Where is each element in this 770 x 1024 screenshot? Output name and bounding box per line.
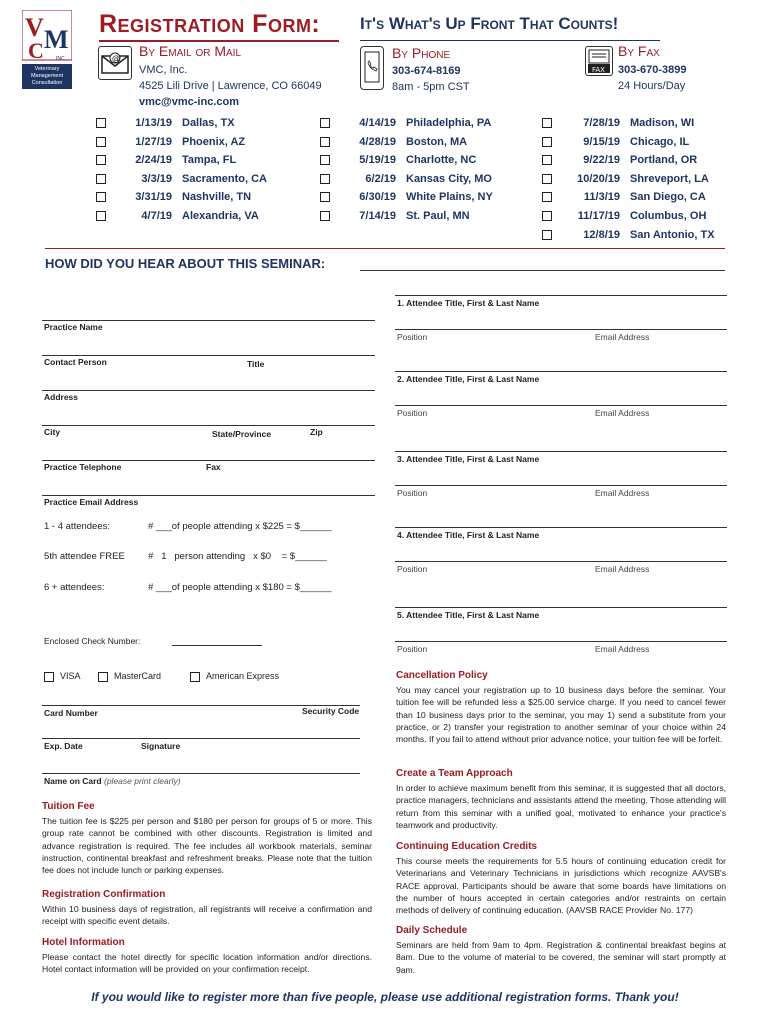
visa-option[interactable] [44, 671, 81, 682]
attendee-name-label: 5. Attendee Title, First & Last Name [397, 610, 540, 620]
section-divider [45, 248, 725, 249]
seminar-option[interactable] [320, 173, 492, 192]
attendee-name-input[interactable] [395, 607, 727, 608]
logo-inc: INC. [56, 56, 66, 62]
amex-option[interactable] [190, 671, 279, 682]
attendee-position-input[interactable] [395, 329, 727, 330]
seminar-city: Dallas, TX [182, 117, 235, 129]
ce-heading: Continuing Education Credits [396, 841, 538, 852]
logo-tagline-2: Management [30, 73, 64, 79]
logo-tagline-1: Veterinary [34, 66, 60, 72]
mastercard-option[interactable] [98, 671, 161, 682]
attendee-email-label: Email Address [595, 408, 650, 418]
seminar-checkbox[interactable] [320, 192, 330, 202]
mail-address: 4525 Lili Drive | Lawrence, CO 66049 [139, 80, 322, 92]
attendee-email-label: Email Address [595, 564, 650, 574]
attendee-position-input[interactable] [395, 405, 727, 406]
seminar-date: 6/30/19 [359, 191, 396, 204]
exp-signature-input[interactable] [42, 738, 360, 739]
form-title: Registration Form: [99, 10, 321, 38]
city-label: City [44, 427, 61, 437]
attendee-position-input[interactable] [395, 485, 727, 486]
seminar-option[interactable] [542, 210, 706, 229]
address-input[interactable] [42, 390, 375, 391]
seminar-checkbox[interactable] [96, 174, 106, 184]
phone-number: 303-674-8169 [392, 65, 461, 77]
attendee-name-input[interactable] [395, 527, 727, 528]
hotel-heading: Hotel Information [42, 937, 125, 948]
fee-row-2-calc[interactable]: # 1 person attending x $0 = $______ [148, 551, 327, 562]
fax-icon [585, 46, 613, 76]
title-label: Title [247, 359, 265, 369]
attendee-name-input[interactable] [395, 371, 727, 372]
how-heard-label: HOW DID YOU HEAR ABOUT THIS SEMINAR: [45, 256, 326, 271]
seminar-checkbox[interactable] [320, 211, 330, 221]
seminar-checkbox[interactable] [542, 230, 552, 240]
seminar-city: Madison, WI [630, 117, 695, 129]
zip-label: Zip [310, 427, 323, 437]
attendee-name-input[interactable] [395, 295, 727, 296]
seminar-checkbox[interactable] [96, 155, 106, 165]
svg-text:C: C [28, 38, 44, 63]
city-state-zip-input[interactable] [42, 425, 375, 426]
title-underline [99, 40, 339, 42]
seminar-option[interactable] [542, 136, 689, 155]
ce-body: This course meets the requirements for 5.5 hours of continuing education credit for Veterinarians and Veterinary Technicians in jurisdictions which recognize AAVSB's RACE approval. Participants should be aware that some boards have limitations on the number of hours accepted in certain categories and/or restraints on certain methods of delivery of continuing education. (AAVSB RACE Provider No. 177) [396, 856, 726, 916]
seminar-city: Shreveport, LA [630, 172, 709, 185]
phone-hours: 8am - 5pm CST [392, 81, 470, 93]
attendee-name-label: 4. Attendee Title, First & Last Name [397, 530, 540, 540]
seminar-date: 12/8/19 [583, 228, 620, 241]
seminar-option[interactable] [96, 136, 245, 155]
fax-number: 303-670-3899 [618, 64, 687, 76]
seminar-city: Charlotte, NC [406, 154, 477, 167]
tagline-underline [360, 40, 660, 41]
seminar-city: Tampa, FL [182, 154, 237, 167]
contact-person-input[interactable] [42, 355, 375, 356]
footer-note: If you would like to register more than five people, please use additional registration forms. Thank you! [91, 990, 679, 1004]
seminar-option[interactable] [542, 191, 706, 210]
cancellation-heading: Cancellation Policy [396, 670, 488, 681]
seminar-checkbox[interactable] [320, 174, 330, 184]
fee-row-1-calc[interactable]: # ___of people attending x $225 = $______ [148, 521, 332, 532]
mail-heading: By Email or Mail [139, 43, 242, 59]
practice-email-label: Practice Email Address [44, 497, 139, 507]
seminar-option[interactable] [96, 210, 259, 229]
seminar-checkbox[interactable] [96, 118, 106, 128]
check-number-input[interactable] [172, 645, 262, 646]
security-code-label: Security Code [302, 706, 360, 716]
team-body: In order to achieve maximum benefit from this seminar, it is suggested that all doctors, practice managers, technicians and assistants attend the meeting. Those attending will return from this seminar with a unified goal, motivated to enhance your practice's teamwork and productivity. [396, 783, 726, 830]
svg-text:FAX: FAX [592, 66, 605, 74]
seminar-option[interactable] [320, 154, 476, 173]
attendee-name-label: 1. Attendee Title, First & Last Name [397, 298, 540, 308]
seminar-city: St. Paul, MN [406, 210, 470, 222]
attendee-position-label: Position [397, 488, 428, 498]
seminar-city: White Plains, NY [406, 191, 493, 204]
seminar-checkbox[interactable] [542, 155, 552, 165]
seminar-date: 11/3/19 [583, 191, 620, 204]
seminar-date: 10/20/19 [577, 172, 620, 185]
seminar-option[interactable] [96, 173, 267, 192]
phone-icon [360, 46, 384, 90]
seminar-date: 3/31/19 [135, 191, 172, 204]
seminar-option[interactable] [542, 117, 694, 136]
seminar-checkbox[interactable] [542, 118, 552, 128]
seminar-date: 5/19/19 [359, 154, 396, 167]
how-heard-input[interactable] [360, 270, 725, 271]
seminar-option[interactable] [542, 173, 709, 192]
seminar-option[interactable] [320, 210, 470, 229]
seminar-city: Nashville, TN [182, 191, 252, 204]
visa-label: VISA [60, 671, 81, 681]
seminar-checkbox[interactable] [320, 137, 330, 147]
seminar-date: 11/17/19 [577, 210, 620, 222]
seminar-date: 1/13/19 [135, 117, 172, 129]
seminar-date: 7/14/19 [359, 210, 396, 222]
seminar-date: 4/14/19 [359, 117, 396, 129]
seminar-city: Chicago, IL [630, 135, 690, 148]
signature-label: Signature [141, 741, 181, 751]
mastercard-checkbox[interactable] [98, 672, 108, 682]
exp-date-label: Exp. Date [44, 741, 83, 751]
tuition-heading: Tuition Fee [42, 801, 95, 812]
seminar-option[interactable] [96, 191, 251, 210]
seminar-option[interactable] [320, 136, 467, 155]
practice-name-label: Practice Name [44, 322, 103, 332]
attendee-email-label: Email Address [595, 644, 650, 654]
fee-row-3-label: 6 + attendees: [44, 582, 105, 593]
attendee-position-input[interactable] [395, 561, 727, 562]
mastercard-label: MasterCard [114, 671, 162, 681]
visa-checkbox[interactable] [44, 672, 54, 682]
seminar-city: San Diego, CA [630, 191, 706, 204]
mail-company: VMC, Inc. [139, 64, 188, 76]
telephone-fax-input[interactable] [42, 460, 375, 461]
svg-text:M: M [44, 25, 69, 54]
state-label: State/Province [212, 429, 272, 439]
seminar-checkbox[interactable] [96, 192, 106, 202]
seminar-date: 4/7/19 [141, 210, 172, 222]
attendee-position-label: Position [397, 332, 428, 342]
seminar-date: 7/28/19 [583, 117, 620, 129]
address-label: Address [44, 392, 79, 402]
seminar-city: Columbus, OH [630, 210, 707, 222]
envelope-icon [98, 46, 132, 80]
phone-heading: By Phone [392, 45, 451, 61]
seminar-checkbox[interactable] [320, 155, 330, 165]
seminar-checkbox[interactable] [96, 211, 106, 221]
svg-text:@: @ [112, 54, 120, 63]
attendee-email-label: Email Address [595, 332, 650, 342]
attendee-position-input[interactable] [395, 641, 727, 642]
cancellation-body: You may cancel your registration up to 10 business days before the seminar. Your tuition fee will be refunded less a $25.00 service charge. If you need to cancel fewer than 10 business days prior to the seminar, you may 1) send a substitute from your practice, or 2) transfer your registration to another seminar of your choice within 24 months. If you fail to attend without prior advance notice, your tuition fee will be forfeit. [396, 685, 726, 745]
name-on-card-text: Name on Card [44, 776, 102, 786]
contact-person-label: Contact Person [44, 357, 107, 367]
seminar-city: Alexandria, VA [182, 210, 259, 222]
fax-heading: By Fax [618, 43, 660, 59]
mail-email[interactable]: vmc@vmc-inc.com [139, 96, 239, 108]
confirmation-heading: Registration Confirmation [42, 889, 166, 900]
fax-label: Fax [206, 462, 221, 472]
name-on-card-hint: (please print clearly) [104, 776, 181, 786]
seminar-option[interactable] [542, 229, 715, 248]
svg-text:V: V [25, 13, 44, 42]
seminar-date: 9/22/19 [583, 154, 620, 167]
telephone-label: Practice Telephone [44, 462, 122, 472]
seminar-date: 3/3/19 [141, 172, 172, 185]
fee-row-1-label: 1 - 4 attendees: [44, 521, 111, 532]
fee-row-2-label: 5th attendee FREE [44, 551, 125, 562]
seminar-checkbox[interactable] [542, 137, 552, 147]
team-heading: Create a Team Approach [396, 768, 513, 779]
attendee-position-label: Position [397, 564, 428, 574]
check-number-label: Enclosed Check Number: [44, 636, 141, 646]
attendee-position-label: Position [397, 644, 428, 654]
practice-name-input[interactable] [42, 320, 375, 321]
amex-label: American Express [206, 671, 280, 681]
vmc-logo [22, 10, 72, 92]
seminar-city: Portland, OR [630, 154, 698, 167]
attendee-email-label: Email Address [595, 488, 650, 498]
practice-email-input[interactable] [42, 495, 375, 496]
hotel-body: Please contact the hotel directly for specific location information and/or directions. Hotel contact information will be provided on your confirmation receipt. [42, 952, 372, 975]
schedule-heading: Daily Schedule [396, 925, 468, 936]
fax-hours: 24 Hours/Day [618, 80, 686, 92]
seminar-city: Kansas City, MO [406, 172, 492, 185]
name-on-card-label [44, 776, 181, 786]
seminar-option[interactable] [96, 117, 235, 136]
seminar-city: Philadelphia, PA [406, 117, 492, 129]
form-tagline: It's What's Up Front That Counts! [360, 14, 619, 33]
amex-checkbox[interactable] [190, 672, 200, 682]
attendee-name-label: 3. Attendee Title, First & Last Name [397, 454, 540, 464]
schedule-body: Seminars are held from 9am to 4pm. Registration & continental breakfast begins at 8am. Due to the volume of material to be covered, the seminar will start promptly at 9am. [396, 940, 726, 975]
seminar-date: 6/2/19 [365, 172, 396, 185]
seminar-option[interactable] [542, 154, 697, 173]
logo-tagline-3: Consultation [31, 80, 63, 86]
attendee-name-input[interactable] [395, 451, 727, 452]
seminar-city: Sacramento, CA [182, 172, 267, 185]
seminar-date: 4/28/19 [359, 135, 396, 148]
seminar-option[interactable] [96, 154, 236, 173]
seminar-city: Boston, MA [406, 135, 468, 148]
seminar-city: San Antonio, TX [630, 228, 715, 241]
name-on-card-input[interactable] [42, 773, 360, 774]
seminar-checkbox[interactable] [320, 118, 330, 128]
seminar-option[interactable] [320, 117, 491, 136]
seminar-option[interactable] [320, 191, 493, 210]
seminar-date: 1/27/19 [135, 135, 172, 148]
seminar-city: Phoenix, AZ [182, 135, 246, 148]
fee-row-3-calc[interactable]: # ___of people attending x $180 = $______ [148, 582, 332, 593]
seminar-checkbox[interactable] [96, 137, 106, 147]
confirmation-body: Within 10 business days of registration, all registrants will receive a confirmation and receipt with specific event details. [42, 904, 372, 927]
attendee-name-label: 2. Attendee Title, First & Last Name [397, 374, 540, 384]
seminar-checkbox[interactable] [542, 174, 552, 184]
seminar-date: 2/24/19 [135, 154, 172, 167]
attendee-position-label: Position [397, 408, 428, 418]
seminar-checkbox[interactable] [542, 211, 552, 221]
seminar-date: 9/15/19 [583, 135, 620, 148]
card-number-label: Card Number [44, 708, 98, 718]
seminar-checkbox[interactable] [542, 192, 552, 202]
tuition-body: The tuition fee is $225 per person and $180 per person for groups of 5 or more. This group rate cannot be combined with other discounts. Registration is limited and advance registration is required. The fee includes all workbook materials, seminar instruction, continental breakfast and refreshment breaks. Please note that the tuition fee does not include lunch or parking expenses. [42, 816, 372, 876]
